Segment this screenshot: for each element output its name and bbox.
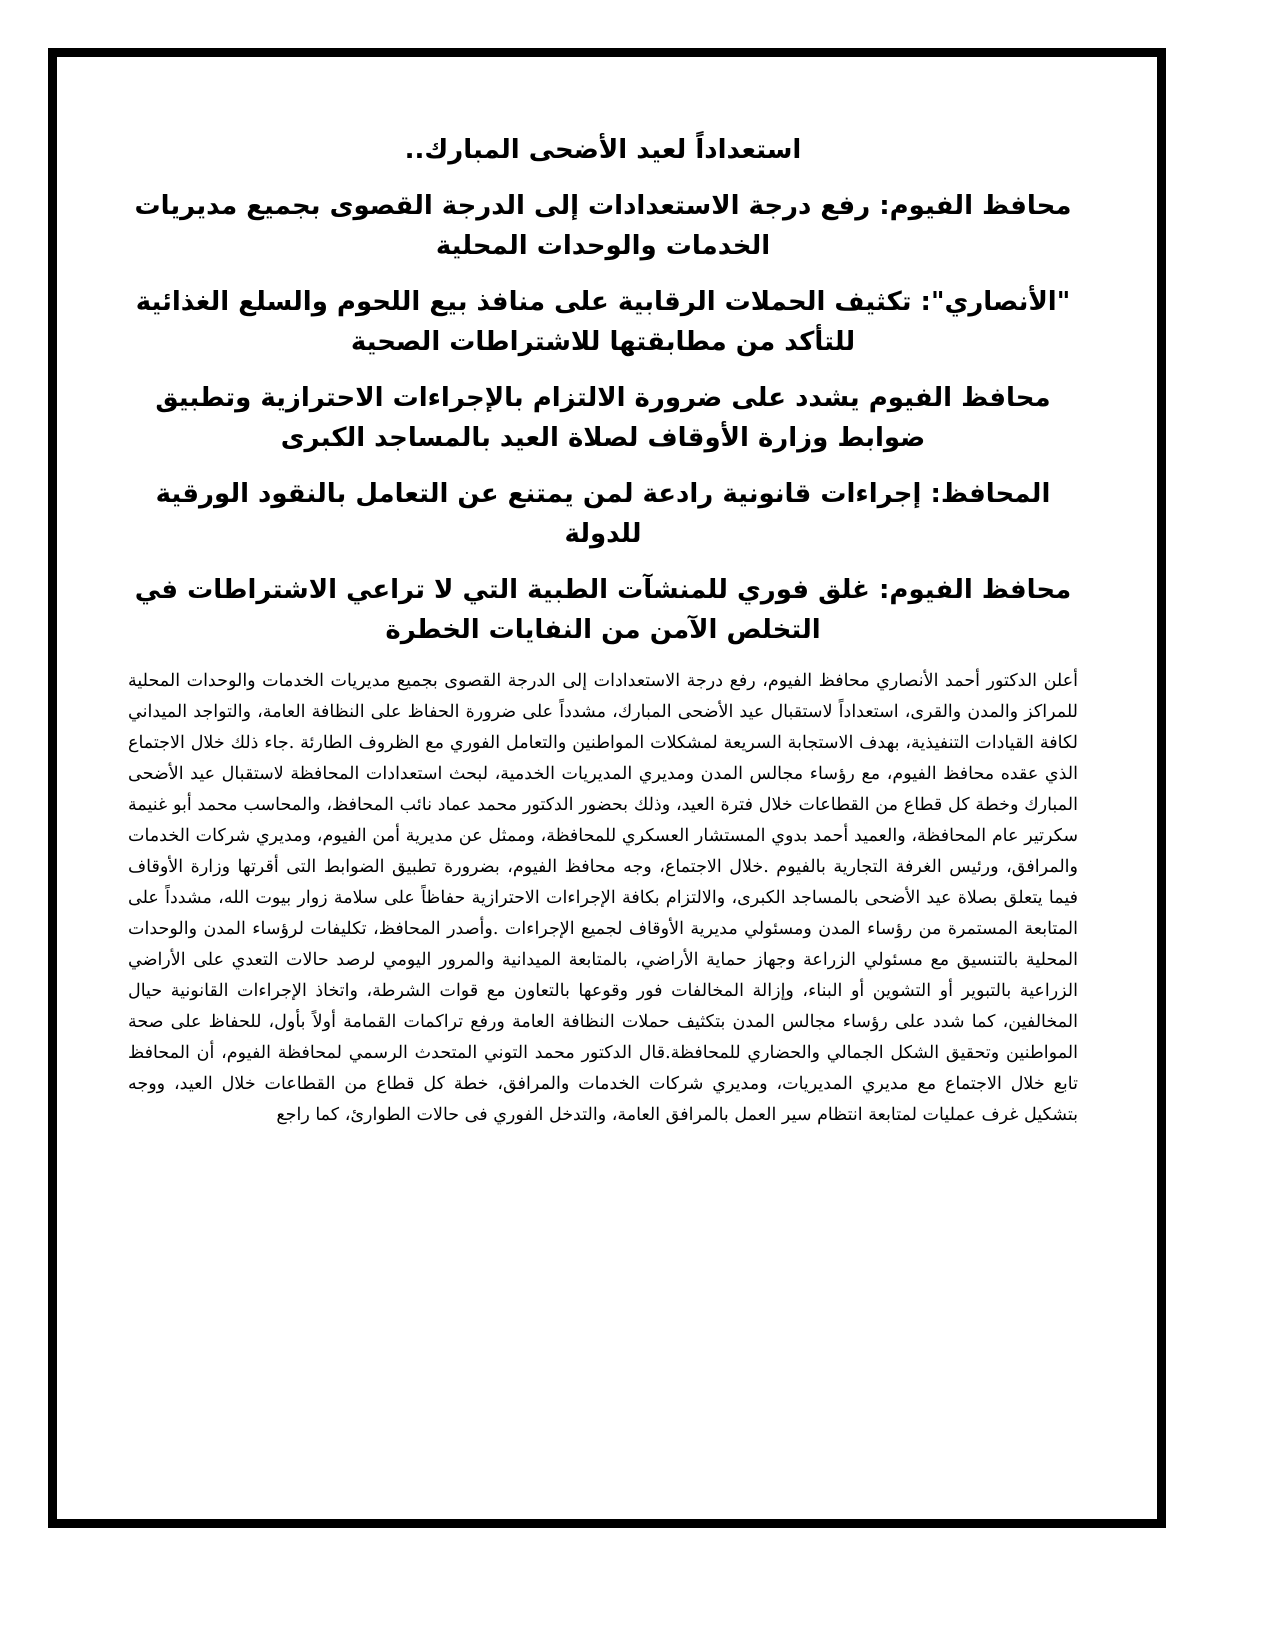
headline-4: محافظ الفيوم يشدد على ضرورة الالتزام بالإجراءات الاحترازية وتطبيق ضوابط وزارة الأوقاف لصلاة العيد بالمساجد الكبرى [155,383,1051,453]
headline-2: محافظ الفيوم: رفع درجة الاستعدادات إلى الدرجة القصوى بجميع مديريات الخدمات والوحدات المحلية [134,191,1072,261]
headline-6: محافظ الفيوم: غلق فوري للمنشآت الطبية التي لا تراعي الاشتراطات في التخلص الآمن من النفايات الخطرة [134,575,1072,645]
article-body: أعلن الدكتور أحمد الأنصاري محافظ الفيوم، رفع درجة الاستعدادات إلى الدرجة القصوى بجميع مديريات الخدمات والوحدات المحلية للمراكز والمدن والقرى، استعداداً لاستقبال عيد الأضحى المبارك، مشدداً على ضرورة الحفاظ على النظافة العامة، والتواجد الميداني لكافة القيادات التنفيذية، بهدف الاستجابة السريعة لمشكلات المواطنين والتعامل الفوري مع الظروف الطارئة .جاء ذلك خلال الاجتماع الذي عقده محافظ الفيوم، مع رؤساء مجالس المدن ومديري المديريات الخدمية، لبحث استعدادات المحافظة لاستقبال عيد الأضحى المبارك وخطة كل قطاع من القطاعات خلال فترة العيد، وذلك بحضور الدكتور محمد عماد نائب المحافظ، والمحاسب محمد أبو غنيمة سكرتير عام المحافظة، والعميد أحمد بدوي المستشار العسكري للمحافظة، وممثل عن مديرية أمن الفيوم، ومديري شركات الخدمات والمرافق، ورئيس الغرفة التجارية بالفيوم .خلال الاجتماع، وجه محافظ الفيوم، بضرورة تطبيق الضوابط التى أقرتها وزارة الأوقاف فيما يتعلق بصلاة عيد الأضحى بالمساجد الكبرى، والالتزام بكافة الإجراءات الاحترازية حفاظاً على سلامة زوار بيوت الله، مشدداً على المتابعة المستمرة من رؤساء المدن ومسئولي مديرية الأوقاف لجميع الإجراءات .وأصدر المحافظ، تكليفات لرؤساء المدن والوحدات المحلية بالتنسيق مع مسئولي الزراعة وجهاز حماية الأراضي، بالمتابعة الميدانية والمرور اليومي لرصد حالات التعدي على الأراضي الزراعية بالتبوير أو التشوين أو البناء، وإزالة المخالفات فور وقوعها بالتعاون مع قوات الشرطة، واتخاذ الإجراءات القانونية حيال المخالفين، كما شدد على رؤساء مجالس المدن بتكثيف حملات النظافة العامة ورفع تراكمات القمامة أولاً بأول، للحفاظ على صحة المواطنين وتحقيق الشكل الجمالي والحضاري للمحافظة.قال الدكتور محمد التوني المتحدث الرسمي لمحافظة الفيوم، أن المحافظ تابع خلال الاجتماع مع مديري المديريات، ومديري شركات الخدمات والمرافق، خطة كل قطاع من القطاعات خلال العيد، ووجه بتشكيل غرف عمليات لمتابعة انتظام سير العمل بالمرافق العامة، والتدخل الفوري فى حالات الطوارئ، كما راجع [128,671,1078,1125]
document-content [128,130,1078,1131]
headline-5: المحافظ: إجراءات قانونية رادعة لمن يمتنع عن التعامل بالنقود الورقية للدولة [155,479,1051,549]
headline-1: استعداداً لعيد الأضحى المبارك.. [404,135,802,165]
headline-3: "الأنصاري": تكثيف الحملات الرقابية على منافذ بيع اللحوم والسلع الغذائية للتأكد من مطابقتها للاشتراطات الصحية [135,287,1071,357]
